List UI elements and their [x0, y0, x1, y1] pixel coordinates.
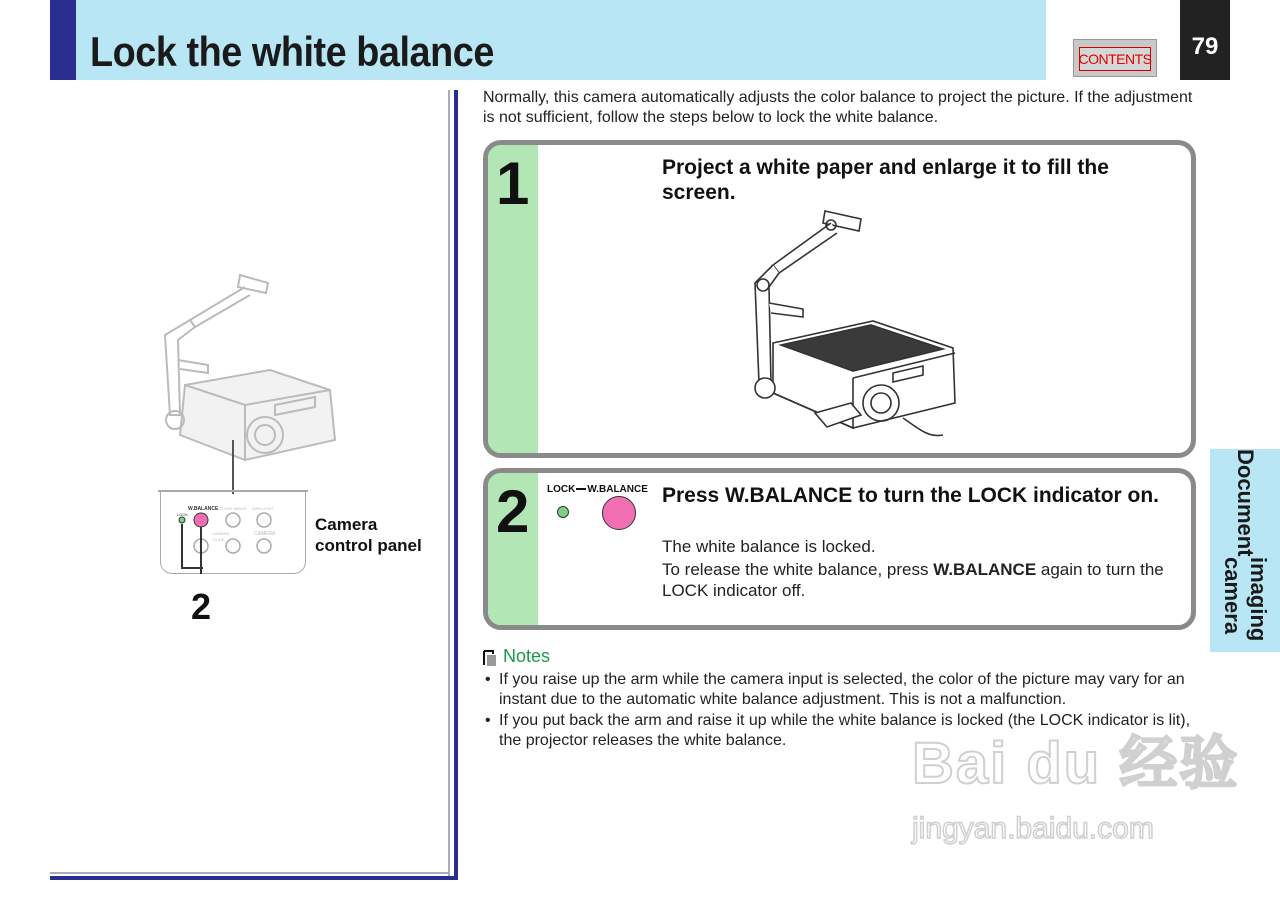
step-2-number: 2 — [496, 478, 530, 545]
note-item — [483, 670, 1203, 710]
divider — [50, 876, 458, 880]
note-text: If you put back the arm and raise it up while the white balance is locked (the LOCK indicator is lit), the projector releases the white balance. — [499, 712, 1191, 749]
section-side-tab-label — [1210, 449, 1280, 652]
note-text: If you raise up the arm while the camera input is selected, the color of the picture may vary for an instant due to the automatic white balance adjustment. This is not a malfunction. — [499, 671, 1185, 708]
page-title: Lock the white balance — [90, 28, 494, 75]
contents-button[interactable] — [1073, 39, 1157, 77]
panel-label-lock: LOCK — [177, 512, 188, 517]
callout-number: 2 — [191, 586, 212, 627]
step-2-indicator-labels — [547, 484, 648, 495]
step-2-line2-post: again to turn the LOCK indicator off. — [662, 560, 1164, 600]
step-2-title: Press W.BALANCE to turn the LOCK indicator on. — [662, 484, 1160, 507]
watermark-url: jingyan.baidu.com — [912, 812, 1154, 845]
side-tab-line1: Document — [1233, 449, 1258, 557]
dash — [576, 488, 586, 490]
contents-button-label: CONTENTS — [1079, 47, 1151, 71]
panel-label-wbalance: W.BALANCE — [188, 506, 219, 512]
step-1-number: 1 — [496, 150, 530, 217]
notes-heading — [483, 646, 550, 667]
notes-icon — [483, 649, 497, 665]
bullet: • — [485, 712, 491, 729]
panel-label-camera-mode: CAMERA — [212, 531, 230, 536]
page-number: 79 — [1180, 0, 1230, 80]
divider — [454, 90, 458, 880]
watermark-logo: Bai du 经验 — [912, 731, 1240, 796]
step-1-title: Project a white paper and enlarge it to fill the screen. — [662, 156, 1109, 204]
callout-label — [315, 514, 422, 556]
callout-line — [232, 440, 234, 494]
panel-label-camera: CAMERA — [254, 531, 276, 537]
step-2-line2-pre: To release the white balance, press — [662, 560, 934, 579]
step-2-box — [483, 468, 1196, 630]
camera-illustration-faded — [150, 265, 350, 465]
lock-indicator — [557, 506, 569, 518]
intro-paragraph: Normally, this camera automatically adjusts the color balance to project the picture. If the adjustment is not sufficient, follow the steps below to lock the white balance. — [483, 89, 1193, 126]
notes-heading-text: Notes — [503, 646, 551, 666]
wbalance-button-label: W.BALANCE — [587, 484, 648, 495]
header-accent-bar — [50, 0, 76, 80]
step-2-line2-bold: W.BALANCE — [933, 560, 1037, 579]
step-2-line2 — [662, 559, 1187, 601]
callout-line1: Camera — [315, 515, 378, 534]
panel-label-store-image: STORE IMAGE — [219, 506, 247, 511]
lock-indicator-label: LOCK — [547, 484, 576, 495]
bullet: • — [485, 671, 491, 688]
step-2-line1: The white balance is locked. — [662, 537, 876, 556]
camera-illustration — [743, 203, 963, 443]
callout-line2: control panel — [315, 536, 422, 555]
side-tab-line2: imaging camera — [1220, 556, 1271, 641]
divider — [448, 90, 450, 876]
step-1-box — [483, 140, 1196, 458]
panel-label-arm-light: ARM LIGHT — [252, 506, 274, 511]
divider — [158, 490, 308, 492]
divider — [50, 872, 450, 874]
section-side-tab[interactable] — [1210, 449, 1280, 652]
panel-label-slide: SLIDE — [213, 537, 225, 542]
wbalance-button — [602, 496, 636, 530]
